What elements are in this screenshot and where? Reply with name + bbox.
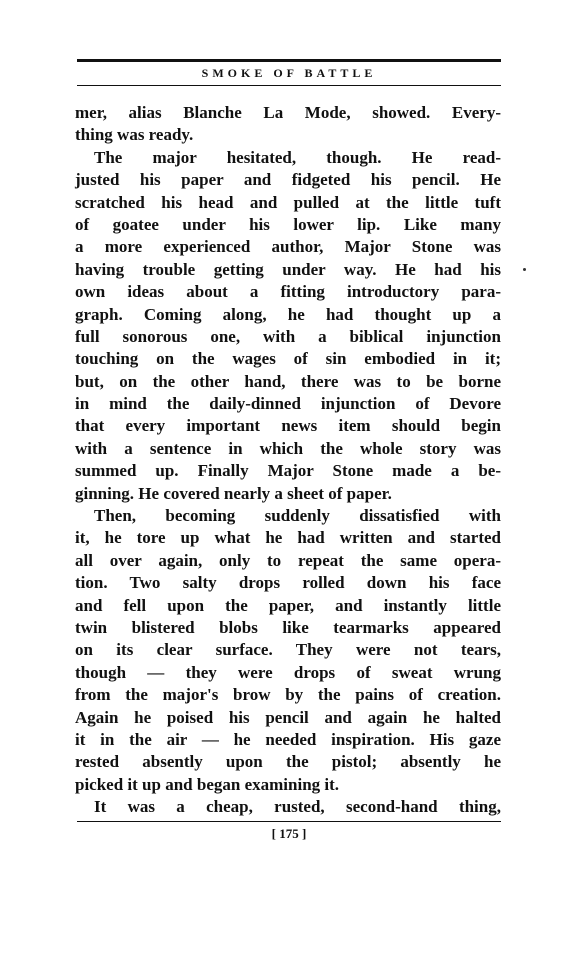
text-line: from the major's brow by the pains of creation.: [75, 685, 501, 705]
text-line: thing was ready.: [75, 125, 194, 145]
text-line: picked it up and began examining it.: [75, 774, 340, 794]
text-line: own ideas about a fitting introductory para-: [75, 282, 501, 302]
text-line: twin blistered blobs like tearmarks appeared: [75, 617, 501, 637]
margin-speck: [523, 268, 526, 271]
bottom-rule: [77, 821, 501, 822]
page-number: [ 175 ]: [271, 826, 307, 841]
running-head: SMOKE OF BATTLE: [201, 66, 377, 80]
text-line: it, he tore up what he had written and started: [75, 528, 501, 548]
text-line: but, on the other hand, there was to be borne: [75, 371, 501, 391]
text-line: all over again, only to repeat the same opera-: [75, 550, 501, 570]
text-line: summed up. Finally Major Stone made a be-: [75, 461, 501, 481]
text-line: though — they were drops of sweat wrung: [75, 662, 501, 682]
body-text: [75, 102, 501, 819]
text-line: Again he poised his pencil and again he halted: [75, 707, 501, 727]
text-line: justed his paper and fidgeted his pencil. He: [75, 170, 501, 190]
text-line: on its clear surface. They were not tears,: [75, 640, 501, 660]
text-line: of goatee under his lower lip. Like many: [75, 214, 501, 234]
text-line: that every important news item should begin: [75, 416, 501, 436]
text-line: The major hesitated, though. He read-: [94, 147, 501, 167]
text-line: graph. Coming along, he had thought up a: [75, 304, 501, 324]
text-line: touching on the wages of sin embodied in it;: [75, 349, 501, 369]
text-line: Then, becoming suddenly dissatisfied with: [94, 506, 501, 526]
head-rule: [77, 85, 501, 86]
text-line: It was a cheap, rusted, second-hand thing,: [94, 797, 501, 817]
text-line: ginning. He covered nearly a sheet of paper.: [75, 483, 392, 503]
text-line: in mind the daily-dinned injunction of Devore: [75, 394, 501, 414]
text-line: it in the air — he needed inspiration. His gaze: [75, 729, 501, 749]
text-line: rested absently upon the pistol; absently he: [75, 752, 501, 772]
text-line: a more experienced author, Major Stone was: [75, 237, 501, 257]
text-line: and fell upon the paper, and instantly little: [75, 595, 501, 615]
text-line: tion. Two salty drops rolled down his face: [75, 573, 501, 593]
text-line: having trouble getting under way. He had his: [75, 259, 501, 279]
top-rule: [77, 59, 501, 62]
text-line: mer, alias Blanche La Mode, showed. Every-: [75, 103, 501, 122]
text-line: full sonorous one, with a biblical injunction: [75, 326, 501, 346]
text-line: scratched his head and pulled at the little tuft: [75, 192, 501, 212]
text-line: with a sentence in which the whole story was: [75, 438, 501, 458]
